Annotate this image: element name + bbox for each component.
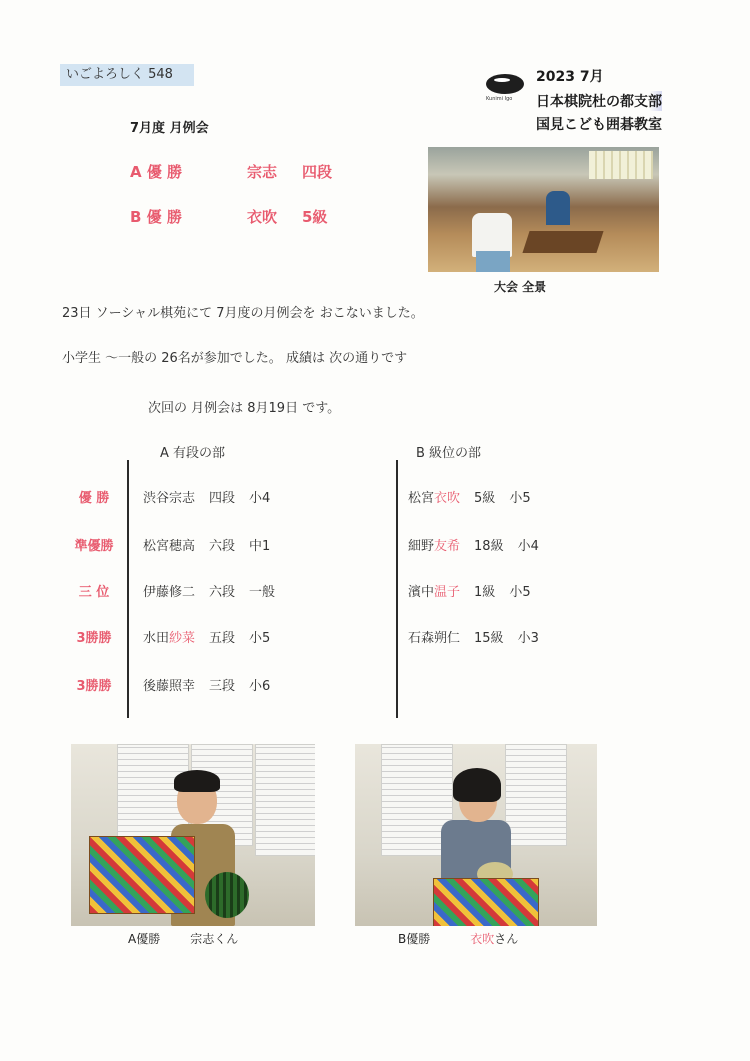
rank-label: 準優勝 xyxy=(74,539,114,554)
report-line-2: 小学生 ～一般の 26名が参加でした。 成績は 次の通りです xyxy=(62,351,408,366)
result-row-b: 石森朔仁 15級 小3 xyxy=(408,631,539,646)
event-photo-caption: 大会 全景 xyxy=(494,280,547,294)
rank-label: 3勝勝 xyxy=(76,631,112,646)
winner-b-rank: 5級 xyxy=(302,208,328,226)
org-name-line1: 日本棋院杜の都支部 xyxy=(536,91,662,111)
player-figure xyxy=(546,191,570,225)
winner-a-name: 宗志 xyxy=(247,163,278,181)
winner-a-label: A 優 勝 xyxy=(130,163,183,181)
person-hair xyxy=(174,770,220,792)
wall-board xyxy=(589,151,653,179)
prize-poster xyxy=(89,836,195,914)
watermelon-prize xyxy=(205,872,249,918)
result-row-b: 松宮衣吹 5級 小5 xyxy=(408,491,531,506)
divider-line xyxy=(127,460,129,718)
winner-a-photo xyxy=(71,744,315,926)
results-sheet xyxy=(255,744,315,856)
winner-b-name: 衣吹 xyxy=(247,208,278,226)
section-b-heading: B 級位の部 xyxy=(416,446,482,461)
club-logo xyxy=(486,74,528,104)
newsletter-tag: いごよろしく 548 xyxy=(60,64,194,86)
report-line-1: 23日 ソーシャル棋苑にて 7月度の月例会を おこないました。 xyxy=(62,306,424,321)
result-row-a: 水田紗菜 五段 小5 xyxy=(143,631,271,646)
winner-b-label: B 優 勝 xyxy=(130,208,182,226)
result-row-a: 渋谷宗志 四段 小4 xyxy=(143,491,271,506)
result-row-a: 伊藤修二 六段 一般 xyxy=(143,585,276,600)
person-hair xyxy=(453,768,501,802)
rank-label: 三 位 xyxy=(78,585,110,600)
result-row-b: 濱中温子 1級 小5 xyxy=(408,585,531,600)
result-row-a: 後藤照幸 三段 小6 xyxy=(143,679,271,694)
winner-a-rank: 四段 xyxy=(302,163,333,181)
event-overview-photo xyxy=(428,147,659,272)
report-line-3: 次回の 月例会は 8月19日 です。 xyxy=(148,401,341,416)
results-sheet xyxy=(505,744,567,846)
result-row-b: 細野友希 18級 小4 xyxy=(408,539,539,554)
issue-date: 2023 7月 xyxy=(536,69,604,85)
player-figure xyxy=(476,251,510,272)
org-name-line2: 国見こども囲碁教室 xyxy=(536,117,662,133)
prize-poster xyxy=(433,878,539,926)
logo-text: Kunimi Igo xyxy=(486,96,513,102)
page-title: 7月度 月例会 xyxy=(130,121,209,136)
divider-line xyxy=(396,460,398,718)
rank-label: 3勝勝 xyxy=(76,679,112,694)
go-stone-logo-icon xyxy=(486,74,524,94)
rank-label: 優 勝 xyxy=(78,491,110,506)
go-table xyxy=(522,231,603,253)
result-row-a: 松宮穂高 六段 中1 xyxy=(143,539,271,554)
winner-b-caption: B優勝 衣吹さん xyxy=(398,932,519,946)
winner-b-photo xyxy=(355,744,597,926)
section-a-heading: A 有段の部 xyxy=(160,446,226,461)
winner-a-caption: A優勝 宗志くん xyxy=(128,932,239,946)
